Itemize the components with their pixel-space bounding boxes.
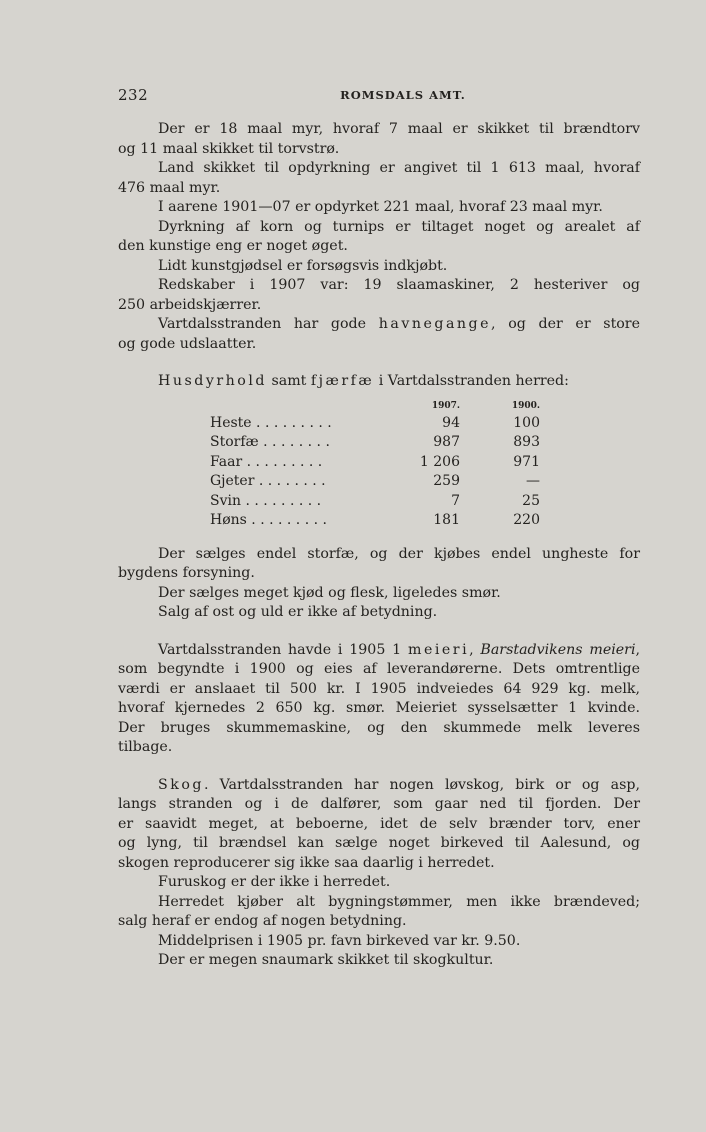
table-row: Høns . . . . . . . . . 181 220 <box>210 511 548 531</box>
cell-1900: 25 <box>522 492 540 509</box>
text-line: salg heraf er endog af nogen betydning. <box>118 913 407 929</box>
table-row: Faar . . . . . . . . . 1 206 971 <box>210 453 548 473</box>
text-span: samt <box>266 373 311 389</box>
text-line: Der sælges meget kjød og flesk, ligeledes smør. <box>158 584 501 601</box>
text-line <box>118 315 640 335</box>
text-line: I aarene 1901—07 er opdyrket 221 maal, hvoraf 23 maal myr. <box>158 199 603 215</box>
running-title: ROMSDALS AMT. <box>340 88 466 102</box>
spaced-term: fjærfæ <box>310 373 375 389</box>
spaced-term: Skog <box>158 776 204 793</box>
text-line: som begyndte i 1900 og eies af leverandørerne. Dets omtrentlige <box>118 661 640 677</box>
text-line: 476 maal myr. <box>118 179 221 196</box>
text-line: den kunstige eng er noget øget. <box>118 238 348 254</box>
text-line: Land skikket til opdyrkning er angivet til 1 613 maal, hvoraf <box>158 160 640 176</box>
column-header-1907: 1907. <box>431 400 460 411</box>
cell-1907: 181 <box>433 512 460 528</box>
text-line: er saavidt meget, at beboerne, idet de selv brænder torv, ener <box>118 815 640 832</box>
row-label: Gjeter <box>210 473 255 489</box>
text-line: Der sælges endel storfæ, og der kjøbes endel ungheste for <box>158 545 640 562</box>
text-line: Middelprisen i 1905 pr. favn birkeved var kr. 9.50. <box>158 932 521 949</box>
row-label: Svin <box>210 492 241 509</box>
cell-1900: 100 <box>513 414 540 431</box>
row-label: Høns <box>210 512 247 528</box>
text-line: langs stranden og i de dalfører, som gaar ned til fjorden. Der <box>118 796 640 812</box>
spaced-term: Husdyrhold <box>158 373 267 389</box>
text-line <box>118 641 640 661</box>
text-line: tilbage. <box>118 739 173 755</box>
text-line: og 11 maal skikket til torvstrø. <box>118 140 340 157</box>
cell-1900: 220 <box>513 512 540 528</box>
text-span: Vartdalsstranden havde i 1905 1 <box>158 641 408 658</box>
text-span: Vartdalsstranden har gode <box>158 316 379 332</box>
text-span: i Vartdalsstranden herred: <box>374 373 569 389</box>
cell-1907: 1 206 <box>419 453 460 470</box>
page-number: 232 <box>118 86 149 104</box>
italic-term: Barstadvikens meieri <box>480 641 636 658</box>
text-line: og gode udslaatter. <box>118 335 257 352</box>
text-line: Dyrkning af korn og turnips er tiltaget noget og arealet af <box>158 218 640 235</box>
row-label: Faar <box>210 453 243 470</box>
cell-1900: 971 <box>513 453 540 470</box>
page-header <box>118 86 638 108</box>
text-line: bygdens forsyning. <box>118 565 255 581</box>
table-row: Heste . . . . . . . . . 94 100 <box>210 414 548 434</box>
cell-1900: 893 <box>513 434 540 450</box>
cell-1907: 259 <box>433 473 460 489</box>
text-line: Der bruges skummemaskine, og den skummede melk leveres <box>118 719 640 736</box>
text-line: hvoraf kjernedes 2 650 kg. smør. Meieriet sysselsætter 1 kvinde. <box>118 700 640 716</box>
spaced-term: meieri <box>408 641 470 658</box>
text-line: Redskaber i 1907 var: 19 slaamaskiner, 2 hesteriver og <box>158 277 640 293</box>
text-line: 250 arbeidskjærrer. <box>118 296 262 313</box>
table-row: Gjeter . . . . . . . . 259 — <box>210 472 548 492</box>
table-row: Svin . . . . . . . . . 7 25 <box>210 492 548 512</box>
text-line: Furuskog er der ikke i herredet. <box>158 874 391 890</box>
text-line: værdi er anslaaet til 500 kr. I 1905 indveiedes 64 929 kg. melk, <box>118 680 640 697</box>
text-line: og lyng, til brændsel kan sælge noget birkeved til Aalesund, og <box>118 835 640 851</box>
text-line <box>118 776 640 796</box>
column-header-1900: 1900. <box>511 400 540 411</box>
text-span: , og der er store <box>491 316 640 332</box>
text-line: Salg af ost og uld er ikke af betydning. <box>158 604 438 620</box>
cell-1907: 7 <box>451 492 460 509</box>
text-span: , <box>635 641 640 658</box>
row-label: Storfæ <box>210 434 259 450</box>
cell-1907: 987 <box>433 434 460 450</box>
cell-1907: 94 <box>442 414 460 431</box>
text-line: Der er 18 maal myr, hvoraf 7 maal er skikket til brændtorv <box>158 121 640 137</box>
spaced-term: havnegange <box>378 316 492 332</box>
text-span: , <box>469 641 481 658</box>
text-span: . Vartdalsstranden har nogen løvskog, birk or og asp, <box>203 776 640 793</box>
table-row: Storfæ . . . . . . . . 987 893 <box>210 433 548 453</box>
text-line: Der er megen snaumark skikket til skogkultur. <box>158 952 494 968</box>
livestock-table <box>210 398 548 531</box>
page-body <box>118 120 640 971</box>
text-line: Herredet kjøber alt bygningstømmer, men ikke brændeved; <box>158 893 640 910</box>
row-label: Heste <box>210 414 252 431</box>
cell-1900: — <box>526 473 540 489</box>
text-line: Lidt kunstgjødsel er forsøgsvis indkjøbt. <box>158 257 448 274</box>
text-line: skogen reproducerer sig ikke saa daarlig i herredet. <box>118 854 495 871</box>
table-heading <box>118 372 640 392</box>
table-header-row <box>210 398 548 414</box>
